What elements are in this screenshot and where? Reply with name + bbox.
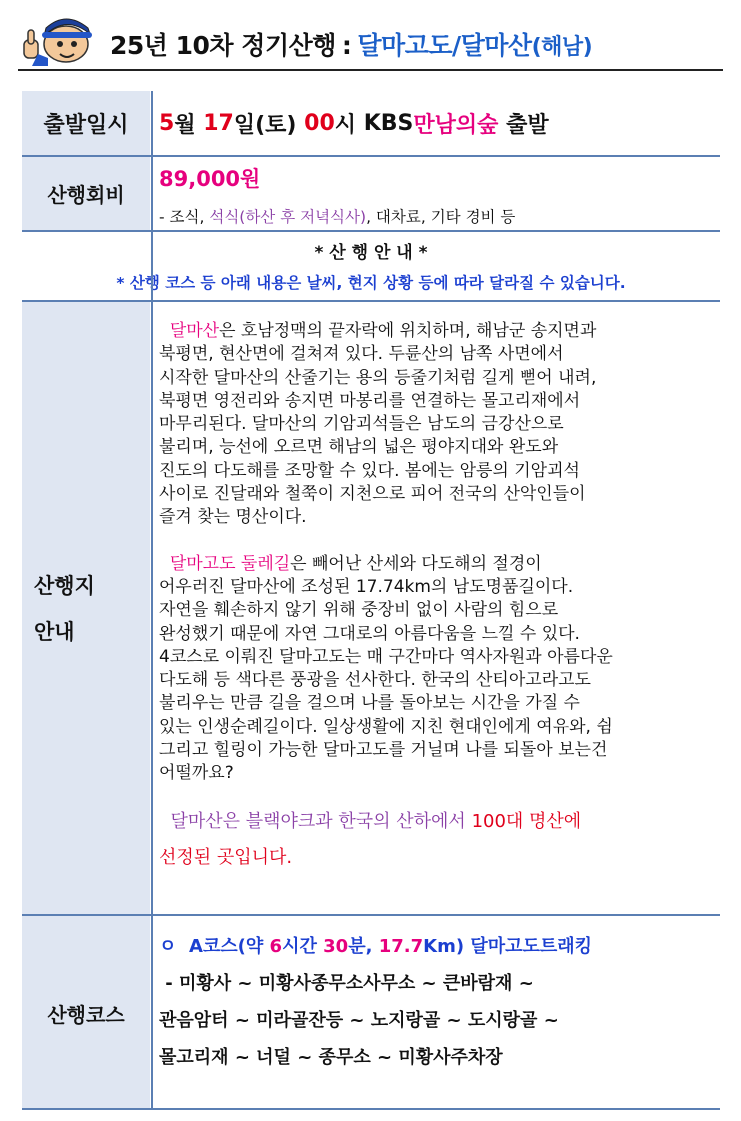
page-title [110,26,592,62]
fee-value [153,157,726,230]
p2-line: 다도해 등 색다른 풍광을 선사한다. 한국의 산티아고라고도 [159,670,591,691]
p1-line: 북평면 영전리와 송지면 마봉리를 연결하는 몰고리재에서 [159,390,581,411]
p1-line: 마무리된다. 달마산의 기암괴석들은 남도의 금강산으로 [159,414,564,435]
p2-line: 있는 인생순례길이다. 일상생활에 지친 현대인에게 여유와, 쉼 [159,716,613,737]
course-bullet: ㅇ [159,936,177,957]
fee-row [22,157,720,230]
course-label: 산행코스 [22,916,150,1110]
departure-row [22,91,720,155]
course-route-name: 달마고도트래킹 [470,936,593,957]
departure-day: 17 [203,110,234,136]
fee-detail-suffix: , 대차료, 기타 경비 등 [366,208,516,226]
departure-hour: 00 [304,110,335,136]
p2-line: 자연을 훼손하지 않기 위해 중장비 없이 사람의 힘으로 [159,600,559,621]
departure-suffix: 출발 [506,112,549,138]
p1-highlight: 달마산 [169,321,220,341]
guide-notice-row [22,232,720,298]
course-hours-unit: 시간 [282,936,317,957]
departure-place-prefix: KBS [363,110,414,136]
title-prefix: 25년 10차 정기산행 [110,31,336,60]
p3-part1: 달마산은 블랙야크과 한국의 산하에서 [170,810,466,832]
course-route-line: - 미황사 ~ 미황사종무소사무소 ~ 큰바람재 ~ [159,973,534,994]
course-a-name: A코스(약 [188,936,264,957]
area-paragraph-3 [159,804,720,876]
p2-line: 불리우는 만큼 길을 걸으며 나를 돌아보는 시간을 가질 수 [159,693,580,714]
area-row [22,302,720,914]
course-distance-unit: Km) [423,936,465,957]
p3-part3: 선정된 곳입니다. [159,846,293,868]
p2-line: 은 빼어난 산세와 다도해의 절경이 [290,553,542,574]
fee-detail [159,205,726,227]
p1-line: 즐겨 찾는 명산이다. [159,507,307,528]
info-table [22,91,720,1110]
area-label [22,302,150,914]
course-hours: 6 [269,936,283,957]
p1-line: 진도의 다도해를 조망할 수 있다. 봄에는 암릉의 기암괴석 [159,460,580,481]
course-route-line: 관음암터 ~ 미라골잔등 ~ 노지랑골 ~ 도시랑골 ~ [159,1010,559,1031]
departure-month-unit: 월 [174,112,196,138]
hiker-mascot-icon [18,14,102,68]
fee-amount: 89,000원 [159,167,261,191]
guide-heading: * 산 행 안 내 * [314,243,428,263]
p1-line: 불리며, 능선에 오르면 해남의 넓은 평야지대와 완도와 [159,437,559,458]
fee-detail-highlight: 석식(하산 후 저녁식사) [209,208,367,226]
area-label-line2: 안내 [34,620,75,644]
p2-highlight: 달마고도 둘레길 [169,553,291,574]
p1-line: 사이로 진달래와 철쭉이 지천으로 피어 전국의 산악인들이 [159,484,586,505]
p2-line: 4코스로 이뤄진 달마고도는 매 구간마다 역사자원과 아름다운 [159,646,613,667]
column-divider [151,91,153,300]
p2-line: 어떨까요? [159,763,234,784]
title-region: (해남) [531,35,593,60]
column-divider [151,302,153,1108]
p2-line: 그리고 힐링이 가능한 달마고도를 거닐며 나를 되돌아 보는건 [159,740,608,761]
departure-label: 출발일시 [22,91,150,155]
title-place: 달마고도/달마산 [357,31,532,60]
course-detail [153,916,720,1110]
course-a-header [159,928,720,965]
departure-day-unit: 일(토) [233,112,297,138]
page-header [18,14,723,68]
fee-detail-prefix: - 조식, [159,208,205,226]
p2-line: 어우러진 달마산에 조성된 17.74km의 남도명품길이다. [159,576,574,597]
p2-line: 완성했기 때문에 자연 그대로의 아름다움을 느낄 수 있다. [159,623,580,644]
course-distance: 17.7 [378,936,424,957]
area-label-line1: 산행지 [34,574,95,598]
departure-month: 5 [159,110,175,136]
p1-line: 은 호남정맥의 끝자락에 위치하며, 해남군 송지면과 [219,321,597,341]
area-paragraph-1 [159,320,720,530]
guide-notice: * 산행 코스 등 아래 내용은 날씨, 현지 상황 등에 따라 달라질 수 있습니다. [116,274,626,292]
p1-line: 시작한 달마산의 산줄기는 용의 등줄기처럼 길게 뻗어 내려, [159,367,597,388]
area-paragraph-2 [159,553,720,786]
departure-value [153,91,726,155]
departure-place-name: 만남의숲 [413,112,499,138]
header-divider [18,69,723,71]
table-bottom-border [22,1108,720,1110]
course-minutes: 30 [323,936,349,957]
course-minutes-unit: 분, [348,936,373,957]
p1-line: 북평면, 현산면에 걸쳐져 있다. 두륜산의 남쪽 사면에서 [159,344,564,365]
fee-label: 산행회비 [22,157,150,230]
p3-part2: 100대 명산에 [471,810,582,832]
title-separator: : [341,31,352,60]
course-route-line: 몰고리재 ~ 너덜 ~ 종무소 ~ 미황사주차장 [159,1047,503,1068]
departure-hour-unit: 시 [334,112,357,138]
course-row [22,916,720,1110]
area-description [153,302,720,914]
